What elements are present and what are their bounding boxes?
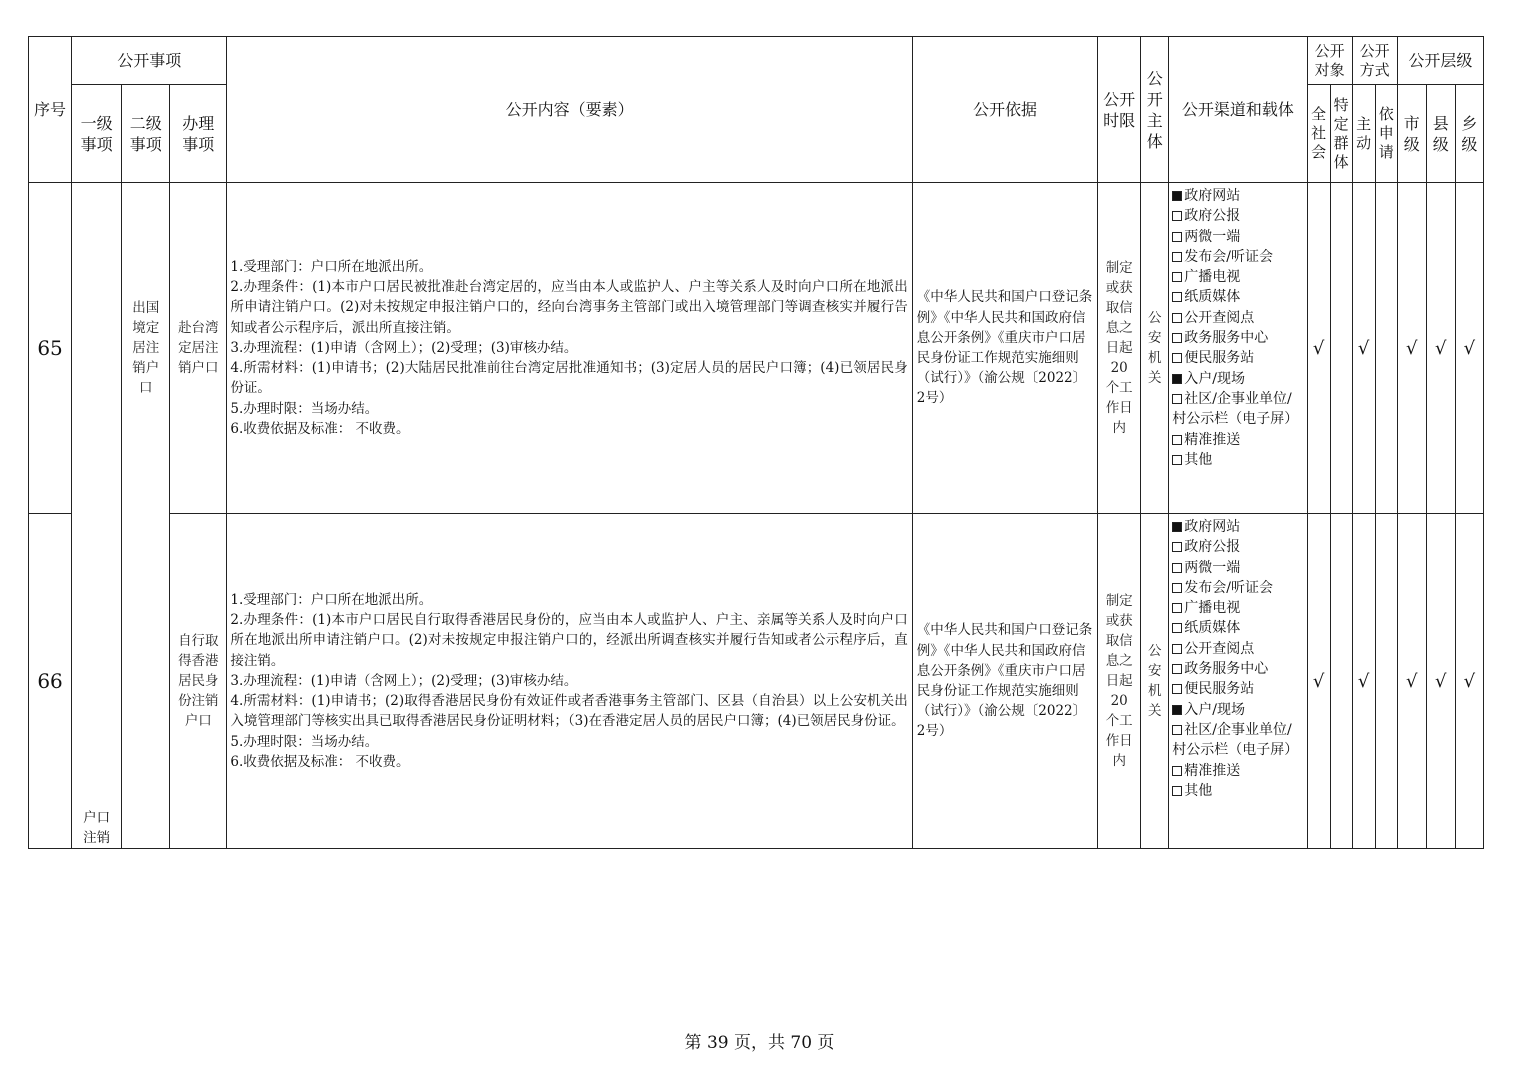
channel-item: 广播电视 (1172, 598, 1304, 618)
basis-cell: 《中华人民共和国户口登记条例》《中华人民共和国政府信息公开条例》《重庆市户口居民身份证工作规范实施细则（试行）》（渝公规〔2022〕2号） (912, 514, 1097, 849)
content-line: 5.办理时限：当场办结。 (230, 733, 379, 750)
header-level-city: 市级 (1397, 85, 1426, 183)
mark-town: √ (1455, 183, 1483, 514)
checkbox-icon (1172, 211, 1182, 221)
header-items-group: 公开事项 (72, 37, 227, 85)
checkbox-icon (1172, 664, 1182, 674)
header-audience: 公开对象 (1307, 37, 1352, 85)
channel-item: 政府公报 (1172, 206, 1304, 226)
channels-cell (1169, 514, 1307, 849)
content-line: 2.办理条件：(1)本市户口居民自行取得香港居民身份的，应当由本人或监护人、户主、亲属等关系人及时向户口所在地派出所申请注销户口。(2)对未按规定申报注销户口的，经派出所调查核实并履行告知或者公示程序后，直接注销。 (230, 612, 908, 669)
channel-item: 两微一端 (1172, 558, 1304, 578)
channel-item: 社区/企事业单位/村公示栏（电子屏） (1172, 390, 1299, 428)
header-subject: 公开主体 (1141, 37, 1169, 183)
mark-request (1375, 514, 1397, 849)
checkbox-icon (1172, 435, 1182, 445)
checkbox-icon (1172, 623, 1182, 633)
mark-request (1375, 183, 1397, 514)
header-audience-all: 全社会 (1307, 85, 1330, 183)
handle-cell: 自行取得香港居民身份注销户口 (170, 514, 227, 849)
channel-item: 政府公报 (1172, 537, 1304, 557)
channel-item: 便民服务站 (1172, 679, 1304, 699)
mark-county: √ (1426, 514, 1455, 849)
header-time-limit: 公开时限 (1098, 37, 1141, 183)
mark-specific (1330, 514, 1352, 849)
checkbox-icon (1172, 705, 1182, 715)
handle-cell: 赴台湾定居注销户口 (170, 183, 227, 514)
header-channels: 公开渠道和载体 (1169, 37, 1307, 183)
channel-item: 政府网站 (1172, 186, 1304, 206)
checkbox-icon (1172, 766, 1182, 776)
header-level-town: 乡级 (1455, 85, 1483, 183)
channel-item: 入户/现场 (1172, 369, 1304, 389)
channel-item: 社区/企事业单位/村公示栏（电子屏） (1172, 721, 1299, 759)
mark-city: √ (1397, 514, 1426, 849)
header-audience-specific: 特定群体 (1330, 85, 1352, 183)
header-method-request: 依申请 (1375, 85, 1397, 183)
channel-item: 精准推送 (1172, 761, 1304, 781)
checkbox-icon (1172, 394, 1182, 404)
time-limit-cell: 制定或获取信息之日起20个工作日内 (1098, 183, 1141, 514)
channel-item: 其他 (1172, 450, 1304, 470)
channel-item: 广播电视 (1172, 267, 1304, 287)
checkbox-icon (1172, 583, 1182, 593)
checkbox-icon (1172, 563, 1182, 573)
basis-cell: 《中华人民共和国户口登记条例》《中华人民共和国政府信息公开条例》《重庆市户口居民身份证工作规范实施细则（试行）》（渝公规〔2022〕2号） (912, 183, 1097, 514)
header-method: 公开方式 (1352, 37, 1397, 85)
page-footer: 第 39 页，共 70 页 (684, 1033, 835, 1053)
channel-item: 政务服务中心 (1172, 328, 1304, 348)
level2-cell: 出国境定居注销户口 (122, 183, 170, 849)
content-line: 5.办理时限：当场办结。 (230, 400, 379, 417)
channel-item: 公开查阅点 (1172, 639, 1304, 659)
header-level1: 一级事项 (72, 85, 122, 183)
checkbox-icon (1172, 725, 1182, 735)
mark-active: √ (1352, 183, 1375, 514)
channel-item: 公开查阅点 (1172, 308, 1304, 328)
row-seq: 65 (29, 183, 72, 514)
content-line: 3.办理流程：(1)申请（含网上）；(2)受理；(3)审核办结。 (230, 339, 578, 356)
channel-item: 发布会/听证会 (1172, 247, 1304, 267)
channel-item: 纸质媒体 (1172, 287, 1304, 307)
disclosure-table (28, 36, 1484, 849)
channel-item: 两微一端 (1172, 227, 1304, 247)
checkbox-icon (1172, 644, 1182, 654)
checkbox-icon (1172, 313, 1182, 323)
checkbox-icon (1172, 232, 1182, 242)
table-row (29, 514, 1484, 849)
mark-county: √ (1426, 183, 1455, 514)
header-level-county: 县级 (1426, 85, 1455, 183)
channel-item: 政务服务中心 (1172, 659, 1304, 679)
subject-cell: 公安机关 (1141, 514, 1169, 849)
content-line: 1.受理部门：户口所在地派出所。 (230, 259, 433, 276)
header-handle: 办理事项 (170, 85, 227, 183)
checkbox-icon (1172, 191, 1182, 201)
header-content: 公开内容（要素） (227, 37, 912, 183)
content-cell (227, 514, 912, 849)
checkbox-icon (1172, 374, 1182, 384)
channel-item: 便民服务站 (1172, 348, 1304, 368)
time-limit-cell: 制定或获取信息之日起20个工作日内 (1098, 514, 1141, 849)
mark-city: √ (1397, 183, 1426, 514)
channel-item: 政府网站 (1172, 517, 1304, 537)
header-basis: 公开依据 (912, 37, 1097, 183)
channel-item: 精准推送 (1172, 430, 1304, 450)
content-line: 6.收费依据及标准： 不收费。 (230, 753, 410, 770)
channel-item: 其他 (1172, 781, 1304, 801)
checkbox-icon (1172, 786, 1182, 796)
checkbox-icon (1172, 252, 1182, 262)
channel-item: 入户/现场 (1172, 700, 1304, 720)
checkbox-icon (1172, 333, 1182, 343)
header-level: 公开层级 (1397, 37, 1483, 85)
checkbox-icon (1172, 684, 1182, 694)
checkbox-icon (1172, 353, 1182, 363)
checkbox-icon (1172, 455, 1182, 465)
header-method-active: 主动 (1352, 85, 1375, 183)
table-row (29, 183, 1484, 514)
content-line: 6.收费依据及标准： 不收费。 (230, 420, 410, 437)
mark-town: √ (1455, 514, 1483, 849)
row-seq: 66 (29, 514, 72, 849)
mark-active: √ (1352, 514, 1375, 849)
checkbox-icon (1172, 522, 1182, 532)
mark-specific (1330, 183, 1352, 514)
header-level2: 二级事项 (122, 85, 170, 183)
checkbox-icon (1172, 603, 1182, 613)
content-line: 2.办理条件：(1)本市户口居民被批准赴台湾定居的，应当由本人或监护人、户主等关系人及时向户口所在地派出所申请注销户口。(2)对未按规定申报注销户口的，经向台湾事务主管部门或出入境管理部门等调查核实并履行告知或者公示程序后，派出所直接注销。 (230, 279, 908, 336)
mark-all: √ (1307, 514, 1330, 849)
channels-cell (1169, 183, 1307, 514)
checkbox-icon (1172, 542, 1182, 552)
subject-cell: 公安机关 (1141, 183, 1169, 514)
mark-all: √ (1307, 183, 1330, 514)
channel-item: 纸质媒体 (1172, 618, 1304, 638)
checkbox-icon (1172, 292, 1182, 302)
content-line: 3.办理流程：(1)申请（含网上）；(2)受理；(3)审核办结。 (230, 672, 578, 689)
checkbox-icon (1172, 272, 1182, 282)
content-cell (227, 183, 912, 514)
level1-cell: 户口注销 (72, 183, 122, 849)
content-line: 4.所需材料：(1)申请书；(2)取得香港居民身份有效证件或者香港事务主管部门、区县（自治县）以上公安机关出入境管理部门等核实出具已取得香港居民身份证明材料；（3)在香港定居人员的居民户口簿；(4)已领居民身份证。 (230, 693, 908, 730)
channel-item: 发布会/听证会 (1172, 578, 1304, 598)
content-line: 4.所需材料：(1)申请书；(2)大陆居民批准前往台湾定居批准通知书；(3)定居人员的居民户口簿；(4)已领居民身份证。 (230, 360, 908, 397)
content-line: 1.受理部门：户口所在地派出所。 (230, 592, 433, 609)
header-seq: 序号 (29, 37, 72, 183)
